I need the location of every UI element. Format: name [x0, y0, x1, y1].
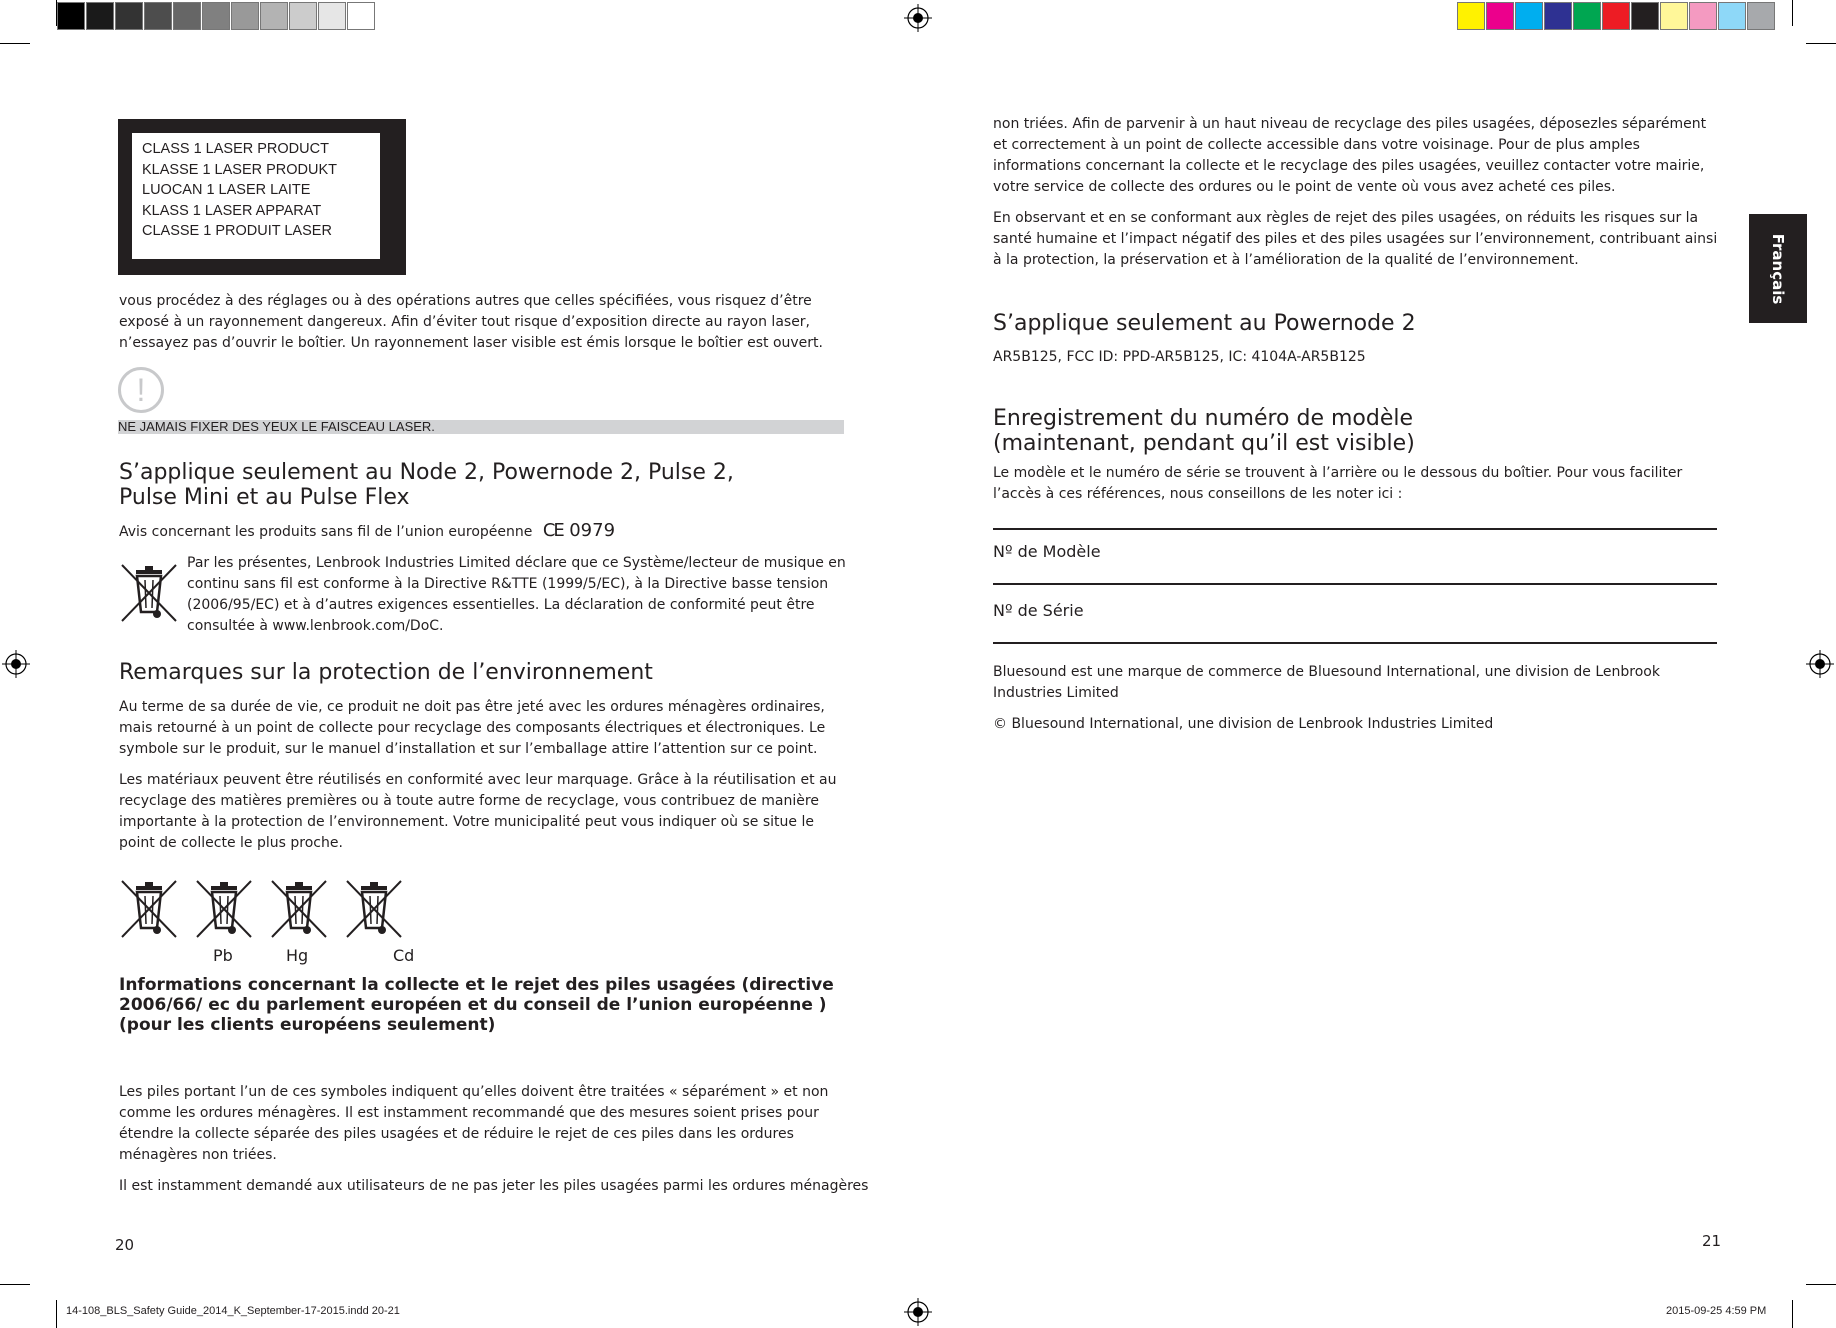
color-swatch: [1631, 2, 1659, 30]
color-swatch: [1486, 2, 1514, 30]
eu-notice: Avis concernant les produits sans fil de l’union européenne: [119, 524, 533, 540]
batteries-paragraph: non triées. Afin de parvenir à un haut niveau de recyclage des piles usagées, déposezles séparément et correctement à un point de collecte accessible dans votre voisinage. Pour de plus amples informations concernant la collecte et le recyclage des piles usagées, veuillez contacter votre mairie, votre service de collecte des ordures ou le point de vente où vous avez acheté ces piles.: [993, 116, 1707, 195]
weee-bin-icon: [194, 878, 254, 940]
laser-warning-paragraph: vous procédez à des réglages ou à des opérations autres que celles spécifiées, vous risquez d’être exposé à un rayonnement dangereux. Afin d’éviter tout risque d’exposition directe au rayon laser, n’essayez pas d’ouvrir le boîtier. Un rayonnement laser visible est émis lorsque le boîtier est ouvert.: [119, 293, 823, 351]
ce-mark: CE: [542, 520, 563, 541]
copyright-notice: © Bluesound International, une division de Lenbrook Industries Limited: [993, 716, 1494, 732]
color-swatch: [260, 2, 288, 30]
batteries-paragraph: Il est instamment demandé aux utilisateurs de ne pas jeter les piles usagées parmi les ordures ménagères: [119, 1178, 869, 1194]
color-swatch: [1660, 2, 1688, 30]
laser-label-line: LUOCAN 1 LASER LAITE: [142, 182, 311, 198]
registration-mark-icon: [904, 4, 932, 32]
heading-powernode: S’applique seulement au Powernode 2: [993, 311, 1416, 336]
conformity-declaration: Par les présentes, Lenbrook Industries Limited déclare que ce Système/lecteur de musique en continu sans fil est conforme à la Directive R&TTE (1999/5/EC), à la Directive basse tension (2006/95/EC) et à d’autres exigences essentielles. La déclaration de conformité peut être consultée à www.lenbrook.com/DoC.: [187, 555, 846, 634]
color-swatch: [1457, 2, 1485, 30]
laser-label-line: CLASSE 1 PRODUIT LASER: [142, 223, 332, 239]
weee-bin-icon: [119, 878, 179, 940]
laser-label-line: KLASSE 1 LASER PRODUKT: [142, 161, 338, 178]
page-number-right: 21: [1702, 1232, 1722, 1250]
weee-bin-icon: [344, 878, 404, 940]
color-swatch: [86, 2, 114, 30]
regulatory-ids: AR5B125, FCC ID: PPD-AR5B125, IC: 4104A-AR5B125: [993, 349, 1366, 365]
laser-label-line: CLASS 1 LASER PRODUCT: [142, 141, 329, 157]
environment-paragraph: Les matériaux peuvent être réutilisés en conformité avec leur marquage. Grâce à la réutilisation et au recyclage des matières premières ou à toute autre forme de recyclage, vous contribuez de manière importante à la protection de l’environnement. Votre municipalité peut vous indiquer où se situe le point de collecte le plus proche.: [119, 772, 837, 851]
color-swatch: [202, 2, 230, 30]
page-number-left: 20: [115, 1236, 135, 1254]
crop-mark: [56, 0, 57, 26]
environment-paragraph: Au terme de sa durée de vie, ce produit ne doit pas être jeté avec les ordures ménagères ordinaires, mais retourné à un point de collecte pour recyclage des composants électriques et électroniques. Le symbole sur le produit, sur le manuel d’installation et sur l’emballage attire l’attention sur ce point.: [119, 699, 826, 757]
language-tab-label: Français: [1769, 233, 1787, 304]
crop-mark: [1806, 43, 1836, 44]
laser-label-text: [132, 133, 380, 259]
date-info: 2015-09-25 4:59 PM: [1666, 1305, 1767, 1317]
color-swatch: [1544, 2, 1572, 30]
batteries-paragraph: Les piles portant l’un de ces symboles indiquent qu’elles doivent être traitées « séparément » et non comme les ordures ménagères. Il est instamment recommandé que des mesures soient prises pour étendre la collecte séparée des piles usagées et de réduire le rejet de ces piles dans les ordures ménagères non triées.: [119, 1084, 829, 1163]
color-swatch: [231, 2, 259, 30]
warning-bar-text: NE JAMAIS FIXER DES YEUX LE FAISCEAU LASER.: [118, 419, 435, 434]
crop-mark: [56, 1300, 57, 1328]
crop-mark: [0, 43, 30, 44]
registration-mark-icon: [1806, 650, 1834, 678]
trademark-notice: Bluesound est une marque de commerce de Bluesound International, une division de Lenbrook Industries Limited: [993, 664, 1660, 701]
bin-label-pb: Pb: [213, 946, 233, 965]
color-swatch: [1689, 2, 1717, 30]
color-swatch: [173, 2, 201, 30]
laser-class-label: [118, 119, 406, 275]
registration-paragraph: Le modèle et le numéro de série se trouvent à l’arrière ou le dessous du boîtier. Pour vous faciliter l’accès à ces références, nous conseillons de les noter ici :: [993, 465, 1683, 502]
registration-mark-icon: [2, 650, 30, 678]
warning-icon: [118, 367, 164, 413]
color-swatch: [289, 2, 317, 30]
heading-environment: Remarques sur la protection de l’environnement: [119, 660, 653, 685]
color-swatch: [57, 2, 85, 30]
divider: [993, 642, 1717, 644]
color-swatch: [1602, 2, 1630, 30]
weee-bin-icon: [119, 562, 179, 624]
model-number-label: Nº de Modèle: [993, 542, 1101, 561]
weee-bin-icon: [269, 878, 329, 940]
color-swatch: [1573, 2, 1601, 30]
crop-mark: [1806, 1284, 1836, 1285]
color-swatch: [1718, 2, 1746, 30]
crop-mark: [1792, 0, 1793, 26]
ce-number: 0979: [569, 520, 616, 541]
divider: [993, 583, 1717, 585]
batteries-paragraph: En observant et en se conformant aux règles de rejet des piles usagées, on réduits les risques sur la santé humaine et l’impact négatif des piles et des piles usagées sur l’environnement, contribuant ainsi à la protection, la préservation et à l’amélioration de la qualité de l’environnement.: [993, 210, 1718, 268]
laser-label-line: KLASS 1 LASER APPARAT: [142, 202, 322, 219]
divider: [993, 528, 1717, 530]
warning-symbol: !: [136, 372, 146, 408]
heading-node-products: S’applique seulement au Node 2, Powernode 2, Pulse 2, Pulse Mini et au Pulse Flex: [119, 460, 734, 510]
bin-label-hg: Hg: [286, 946, 309, 965]
color-swatch: [144, 2, 172, 30]
crop-mark: [0, 1284, 30, 1285]
heading-registration: Enregistrement du numéro de modèle (maintenant, pendant qu’il est visible): [993, 406, 1415, 456]
language-tab: [1749, 214, 1807, 323]
color-swatch: [1747, 2, 1775, 30]
bin-label-cd: Cd: [393, 946, 415, 965]
heading-batteries: Informations concernant la collecte et le rejet des piles usagées (directive 2006/66/ ec du parlement européen et du conseil de l’union européenne ) (pour les clients européens seulement): [119, 975, 834, 1035]
color-swatch: [347, 2, 375, 30]
file-info: 14-108_BLS_Safety Guide_2014_K_September-17-2015.indd 20-21: [66, 1305, 400, 1317]
crop-mark: [1792, 1300, 1793, 1328]
color-swatch: [318, 2, 346, 30]
registration-mark-icon: [904, 1298, 932, 1326]
color-swatch: [115, 2, 143, 30]
serial-number-label: Nº de Série: [993, 601, 1084, 620]
warning-bar: [118, 420, 844, 434]
color-swatch: [1515, 2, 1543, 30]
